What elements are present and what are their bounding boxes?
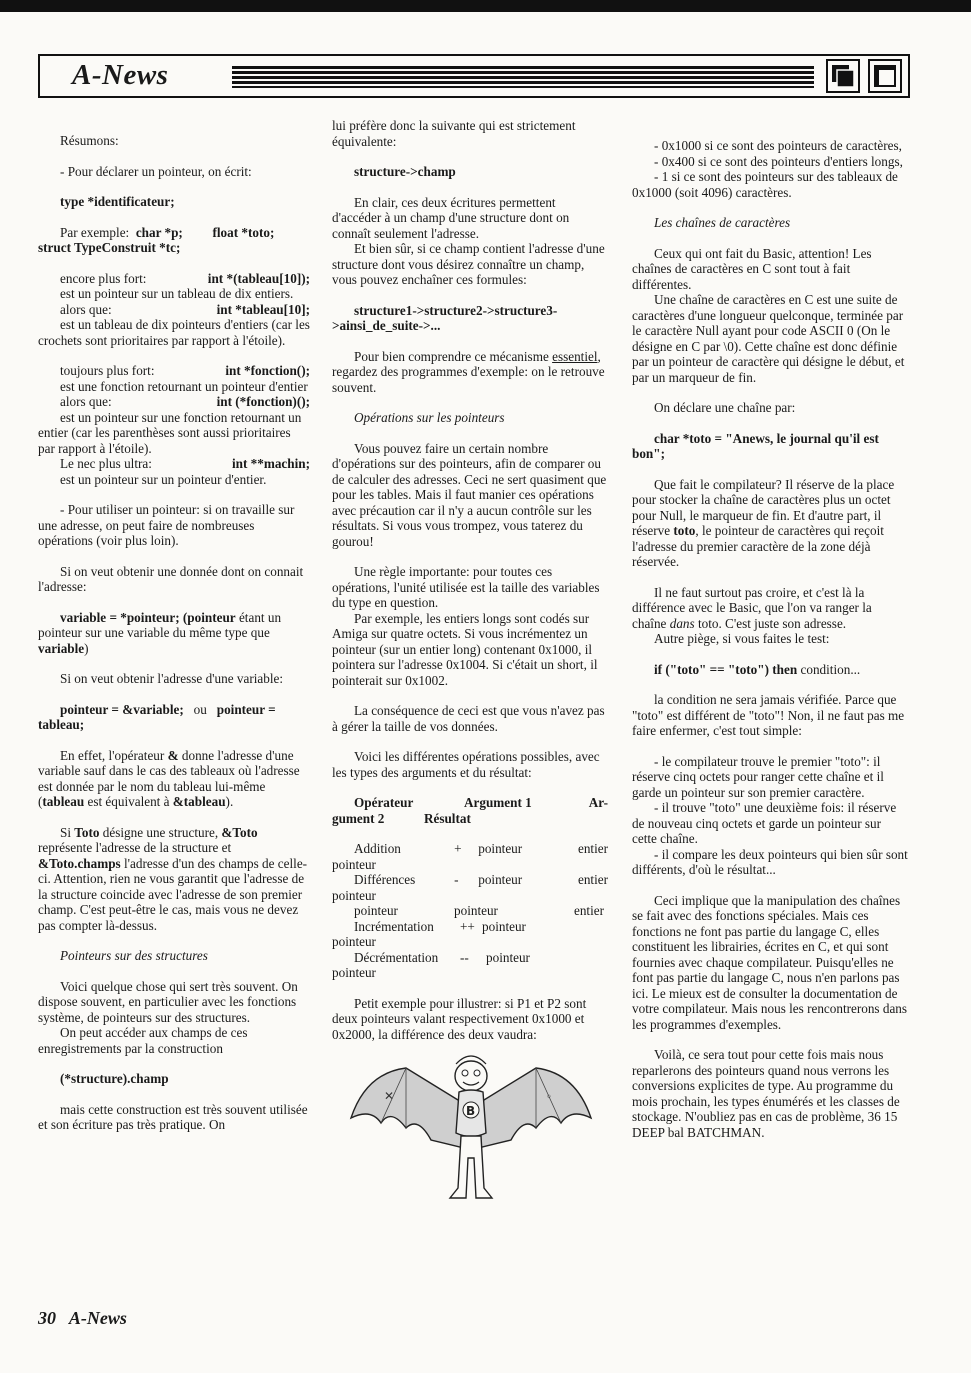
text-prefere: lui préfère donc la suivante qui est strictement équivalente:	[332, 118, 576, 149]
text-comprendre: Pour bien comprendre ce mécanisme essentiel, regardez des programmes d'exemple: on le retrouve souvent.	[332, 348, 605, 395]
svg-text:✕: ✕	[384, 1089, 395, 1103]
text-voila: Voilà, ce sera tout pour cette fois mais nous reparlerons des pointeurs quand nous verrons les conversions explicites de type. Au programme du mois prochain, les types énumérés et les classes de stockage. N'oubliez pas en cas de problème, 36 15 DEEP bal BATCHMAN.	[632, 1047, 900, 1140]
list-item: - 0x400 si ce sont des pointeurs d'entiers longs,	[654, 153, 903, 169]
table-row-cont: pointeur	[332, 856, 376, 872]
svg-text:B: B	[466, 1104, 476, 1118]
text-basic: Ceux qui ont fait du Basic, attention! Les chaînes de caractères en C sont tout à fait différentes.	[632, 245, 872, 292]
column-2	[332, 118, 608, 1208]
code-if: if ("toto" == "toto") then condition...	[654, 661, 861, 677]
page-footer	[38, 1308, 127, 1329]
list-item: - il trouve "toto" une deuxième fois: il réserve de nouveau cinq octets et garde un pointeur sur cette chaîne.	[632, 800, 897, 846]
text-alors1-desc: est un tableau de dix pointeurs d'entiers (car les crochets sont prioritaires par rapport à l'étoile).	[38, 317, 310, 348]
list-item: - 1 si ce sont des pointeurs sur des tableaux de 0x1000 (soit 4096) caractères.	[632, 169, 898, 200]
text-nec-desc: est un pointeur sur un pointeur d'entier.	[60, 471, 267, 487]
text-compilateur: Que fait le compilateur? Il réserve de la place pour stocker la chaîne de caractères plus un octet pour Null, le marqueur de fin. Et d'autre part, il réserve toto, le pointeur de caractères qui reçoit l'adresse du premier caractère de la zone déjà réservée.	[632, 476, 895, 569]
table-row: Différences - pointeur entier	[354, 872, 608, 887]
column-1	[38, 118, 310, 1133]
text-consequence: La conséquence de ceci est que vous n'avez pas à gérer la taille de vos données.	[332, 703, 605, 734]
code-type-ident: type *identificateur;	[60, 194, 175, 209]
list-item: - le compilateur trouve le premier "toto": il réserve cinq octets pour ranger cette chaîne et il garde un pointeur sur son premier caractère.	[632, 753, 884, 800]
section-heading-chaines: Les chaînes de caractères	[654, 215, 791, 230]
page-header	[38, 54, 910, 98]
text-declarer: - Pour déclarer un pointeur, on écrit:	[60, 163, 252, 179]
text-pointeur-code: pointeur = &variable; ou pointeur = tableau;	[38, 701, 276, 732]
svg-text:◦: ◦	[546, 1092, 552, 1103]
list-item: - il compare les deux pointeurs qui bien sûr sont différents, d'où le résultat...	[632, 846, 908, 877]
text-resumons: Résumons:	[60, 133, 119, 148]
text-encore: encore plus fort: int *(tableau[10]);	[60, 270, 310, 286]
text-obtenir-adresse: Si on veut obtenir l'adresse d'une variable:	[60, 671, 284, 686]
text-voici-ops: Voici les différentes opérations possibles, avec les types des arguments et du résultat:	[332, 749, 600, 780]
table-header-cont: gument 2 Résultat	[332, 810, 471, 826]
table-row-cont: pointeur	[332, 934, 376, 949]
bat-character-illustration	[346, 1048, 596, 1208]
window-depth-icon	[826, 59, 860, 93]
text-declare: On déclare une chaîne par:	[654, 400, 796, 415]
text-exemple: Par exemple: char *p; float *toto;	[60, 224, 275, 240]
text-obtenir-donnee: Si on veut obtenir une donnée dont on connait l'adresse:	[38, 563, 304, 594]
text-condition: la condition ne sera jamais vérifiée. Parce que "toto" est différent de "toto"! Non, il ne faut pas me faire enfermer, c'est tout simple:	[632, 692, 905, 738]
text-acceder: On peut accéder aux champs de ces enregistrements par la construction	[38, 1025, 248, 1056]
section-heading-operations: Opérations sur les pointeurs	[354, 410, 505, 425]
text-petit-exemple: Petit exemple pour illustrer: si P1 et P2 sont deux pointeurs valant respectivement 0x1000 et 0x2000, la différence des deux vaudra:	[332, 995, 587, 1042]
table-row-cont: pointeur	[332, 965, 376, 980]
text-toujours-desc: est une fonction retournant un pointeur d'entier	[60, 378, 308, 394]
text-piege: Autre piège, si vous faites le test:	[654, 631, 830, 646]
text-encore-desc: est un pointeur sur un tableau de dix entiers.	[60, 286, 294, 301]
text-nec: Le nec plus ultra: int **machin;	[60, 456, 310, 471]
code-chain: structure1->structure2->structure3->ainsi_de_suite->...	[332, 302, 558, 333]
section-heading-structures: Pointeurs sur des structures	[60, 948, 208, 963]
code-arrow: structure->champ	[354, 164, 456, 179]
text-alors2: alors que: int (*fonction)();	[60, 394, 310, 409]
text-alors1: alors que: int *tableau[10];	[60, 301, 310, 317]
text-croire: Il ne faut surtout pas croire, et c'est là la différence avec le Basic, que l'on va ranger la chaîne dans toto. C'est juste son adresse.	[632, 584, 872, 631]
text-voici: Voici quelque chose qui sert très souvent. On dispose souvent, en particulier avec les fonctions système, de pointeurs sur des structures.	[38, 978, 298, 1025]
column-3	[632, 118, 908, 1140]
text-effet: En effet, l'opérateur & donne l'adresse d'une variable sauf dans le cas des tableaux où l'adresse est donnée par le nom du tableau lui-même (tableau est équivalent à &tableau).	[38, 747, 300, 809]
list-item: - 0x1000 si ce sont des pointeurs de caractères,	[654, 138, 902, 153]
text-bien: Et bien sûr, si ce champ contient l'adresse d'une structure dont vous désirez connaître un champ, vous pouvez enchaîner ces formules:	[332, 241, 605, 287]
text-mais: mais cette construction est très souvent utilisée et son écriture pas très pratique. On	[38, 1101, 308, 1132]
text-variable: variable = *pointeur; (pointeur étant un pointeur sur une variable du même type que variable)	[38, 609, 282, 656]
table-row: pointeur pointeur entier	[354, 903, 604, 918]
table-row: Incrémentation ++ pointeur	[354, 918, 526, 934]
text-operations: Vous pouvez faire un certain nombre d'opérations sur des pointeurs, afin de comparer ou de calculer des adresses. Ceci ne sert quasiment que pour les tables. Mais il faut manier ces opérations avec précaution car il n'y a aucun contrôle sur les résultats. Si vous vous trompez, vous taterez du gourou!	[332, 440, 607, 549]
code-struct: struct TypeConstruit *tc;	[38, 240, 181, 255]
text-toto: Si Toto désigne une structure, &Toto représente l'adresse de la structure et &Toto.champs l'adresse d'un des champs de celle-ci. Attention, rien ne vous garantit que l'adresse de la structure coincide avec l'adresse de son premier champ. C'est peut-être le cas, mais vous ne devez pas compter là-dessus.	[38, 824, 308, 933]
table-row: Addition + pointeur entier	[354, 841, 608, 856]
top-border	[0, 0, 971, 12]
text-chaine: Une chaîne de caractères en C est une suite de caractères d'une longueur quelconque, terminée par le caractère Null ayant pour code ASCII 0 (On le désigne en C par \0). Cette chaîne est donc définie par un pointeur de caractère qui désigne le début, et par un marqueur de fin.	[632, 292, 905, 385]
text-alors2-desc: est un pointeur sur une fonction retournant un entier (car les parenthèses sont aussi prioritaires par rapport à l'étoile).	[38, 409, 302, 456]
operations-table	[332, 795, 608, 981]
text-toujours: toujours plus fort: int *fonction();	[60, 363, 310, 378]
text-implique: Ceci implique que la manipulation des chaînes se fait avec des fonctions spéciales. Mais ces fonctions ne font pas partie du langage C, elles constituent les librairies, écrites en C, et qui sont fournies avec chaque compilateur. Puisqu'elles ne font pas partie du langage C, nous n'en parlons pas ici. Le mieux est de consulter la documentation de votre compilateur. Mais nous les rencontrerons dans les programmes d'exemples.	[632, 892, 908, 1032]
code-char: char *toto = "Anews, le journal qu'il est bon";	[632, 430, 879, 461]
footer-magazine-name: A-News	[68, 1308, 127, 1328]
code-struct-champ: (*structure).champ	[60, 1071, 169, 1086]
magazine-title: A-News	[72, 59, 169, 91]
text-clair: En clair, ces deux écritures permettent d'accéder à un champ d'une structure dont on connaît seulement l'adresse.	[332, 194, 570, 241]
table-header: Opérateur Argument 1 Ar-	[354, 795, 608, 810]
text-utiliser: - Pour utiliser un pointeur: si on travaille sur une adresse, on peut faire de nombreuses opérations (voir plus loin).	[38, 502, 295, 548]
header-stripes	[232, 66, 814, 88]
table-row-cont: pointeur	[332, 887, 376, 903]
text-regle: Une règle importante: pour toutes ces opérations, l'unité utilisée est la taille des variables du type en question.	[332, 564, 600, 610]
text-exemple-entiers: Par exemple, les entiers longs sont codés sur Amiga sur quatre octets. Si vous incrémentez un pointeur (sur un entier long) contenant 0x1000, il pointera sur l'adresse 0x1004. Si c'était un short, il pointerait sur 0x1002.	[332, 610, 598, 688]
table-row: Décrémentation -- pointeur	[354, 949, 530, 965]
window-zoom-icon	[868, 59, 902, 93]
page-number: 30	[38, 1308, 56, 1328]
